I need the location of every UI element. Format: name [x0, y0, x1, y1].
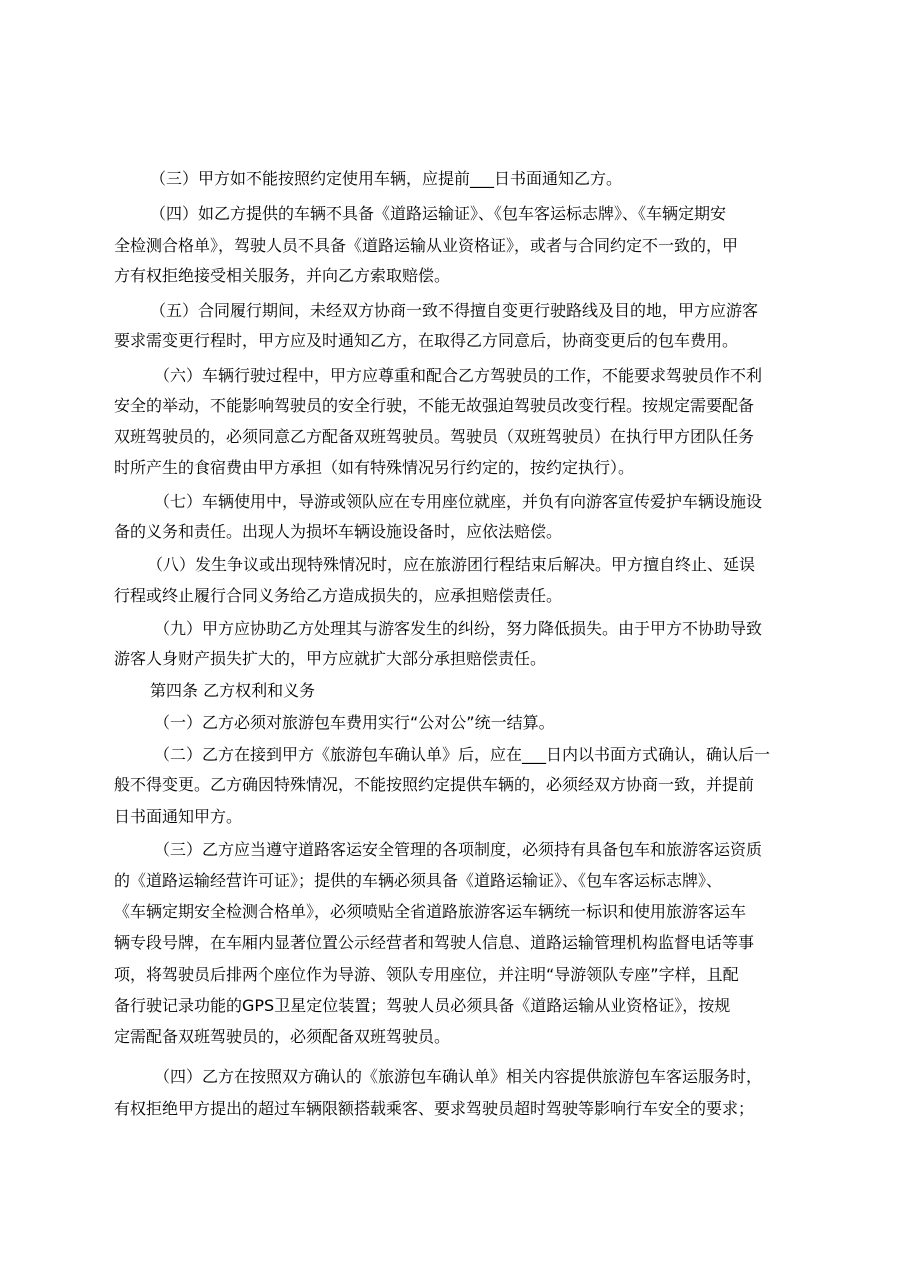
paragraph-9-line-1 [0, 614, 909, 644]
text-line: 安全的举动，不能影响驾驶员的安全行驶，不能无故强迫驾驶员改变行程。按规定需要配备 [114, 396, 755, 415]
text-line: （七）车辆使用中，导游或领队应在专用座位就座，并负有向游客宣传爱护车辆设施设 [154, 492, 763, 511]
paragraph-5-line-1 [0, 296, 909, 326]
text-line: （六）车辆行驶过程中，甲方应尊重和配合乙方驾驶员的工作，不能要求驾驶员作不利 [154, 366, 763, 385]
paragraph-6-line-4 [0, 453, 909, 483]
text-line: （三）甲方如不能按照约定使用车辆，应提前___日书面通知乙方。 [150, 169, 623, 188]
text-line: 方有权拒绝接受相关服务，并向乙方索取赔偿。 [114, 266, 451, 285]
article-4-clause-3-line-3 [0, 897, 909, 927]
text-line: （三）乙方应当遵守道路客运安全管理的各项制度，必须持有具备包车和旅游客运资质 [154, 840, 763, 859]
text-line: （四）如乙方提供的车辆不具备《道路运输证》、《包车客运标志牌》、《车辆定期安 [150, 204, 727, 223]
article-4-clause-3-line-7 [0, 1022, 909, 1052]
text-line: 全检测合格单》，驾驶人员不具备《道路运输从业资格证》，或者与合同约定不一致的，甲 [114, 236, 739, 255]
article-4-clause-2-line-2 [0, 770, 909, 800]
paragraph-3-line-1 [0, 164, 909, 194]
text-line: 《车辆定期安全检测合格单》，必须喷贴全省道路旅游客运车辆统一标识和使用旅游客运车 [114, 902, 747, 921]
paragraph-7-line-2 [0, 517, 909, 547]
text-line: 时所产生的食宿费由甲方承担（如有特殊情况另行约定的，按约定执行）。 [114, 458, 635, 477]
paragraph-6-line-3 [0, 422, 909, 452]
text-line: （一）乙方必须对旅游包车费用实行“公对公”统一结算。 [154, 713, 555, 732]
paragraph-6-line-1 [0, 361, 909, 391]
article-4-clause-3-line-2 [0, 866, 909, 896]
text-line: 备行驶记录功能的GPS卫星定位装置；驾驶人员必须具备《道路运输从业资格证》，按规 [114, 996, 731, 1015]
text-line: 第四条 乙方权利和义务 [150, 681, 316, 700]
text-line: 般不得变更。乙方确因特殊情况，不能按照约定提供车辆的，必须经双方协商一致，并提前 [114, 775, 755, 794]
paragraph-8-line-2 [0, 581, 909, 611]
text-line: 日书面通知甲方。 [114, 807, 243, 826]
text-line: 的《道路运输经营许可证》；提供的车辆必须具备《道路运输证》、《包车客运标志牌》、 [114, 871, 723, 890]
article-4-clause-1 [0, 708, 909, 738]
paragraph-9-line-2 [0, 644, 909, 674]
paragraph-4-line-2 [0, 231, 909, 261]
text-line: （五）合同履行期间，未经双方协商一致不得擅自变更行驶路线及目的地，甲方应游客 [150, 301, 759, 320]
article-4-clause-3-line-6 [0, 991, 909, 1021]
text-line: （八）发生争议或出现特殊情况时，应在旅游团行程结束后解决。甲方擅自终止、延误 [147, 555, 756, 574]
text-line: （二）乙方在接到甲方《旅游包车确认单》后，应在___日内以书面方式确认，确认后一 [154, 745, 771, 764]
article-4-clause-4-line-1 [0, 1062, 909, 1092]
text-line: 游客人身财产损失扩大的，甲方应就扩大部分承担赔偿责任。 [114, 649, 547, 668]
article-4-clause-3-line-5 [0, 960, 909, 990]
article-4-clause-2-line-3 [0, 802, 909, 832]
paragraph-8-line-1 [0, 550, 909, 580]
paragraph-4-line-3 [0, 261, 909, 291]
paragraph-6-line-2 [0, 391, 909, 421]
text-line: 辆专段号牌，在车厢内显著位置公示经营者和驾驶人信息、道路运输管理机构监督电话等事 [114, 933, 755, 952]
article-4-clause-2-line-1 [0, 740, 909, 770]
text-line: 双班驾驶员的，必须同意乙方配备双班驾驶员。驾驶员（双班驾驶员）在执行甲方团队任务 [114, 427, 755, 446]
article-4-clause-4-line-2 [0, 1094, 909, 1124]
text-line: 行程或终止履行合同义务给乙方造成损失的，应承担赔偿责任。 [114, 586, 563, 605]
paragraph-7-line-1 [0, 487, 909, 517]
article-4-clause-3-line-1 [0, 835, 909, 865]
text-line: （九）甲方应协助乙方处理其与游客发生的纠纷，努力降低损失。由于甲方不协助导致 [154, 619, 763, 638]
paragraph-4-line-1 [0, 199, 909, 229]
text-line: 项，将驾驶员后排两个座位作为导游、领队专用座位，并注明“导游领队专座”字样，且配 [114, 965, 739, 984]
text-line: 有权拒绝甲方提出的超过车辆限额搭载乘客、要求驾驶员超时驾驶等影响行车安全的要求； [114, 1099, 755, 1118]
text-line: 备的义务和责任。出现人为损坏车辆设施设备时，应依法赔偿。 [114, 522, 563, 541]
text-line: 要求需变更行程时，甲方应及时通知乙方，在取得乙方同意后，协商变更后的包车费用。 [114, 331, 739, 350]
text-line: （四）乙方在按照双方确认的《旅游包车确认单》相关内容提供旅游包车客运服务时， [154, 1067, 763, 1086]
paragraph-5-line-2 [0, 326, 909, 356]
article-4-clause-3-line-4 [0, 928, 909, 958]
article-4-heading [0, 676, 909, 706]
text-line: 定需配备双班驾驶员的，必须配备双班驾驶员。 [114, 1027, 451, 1046]
